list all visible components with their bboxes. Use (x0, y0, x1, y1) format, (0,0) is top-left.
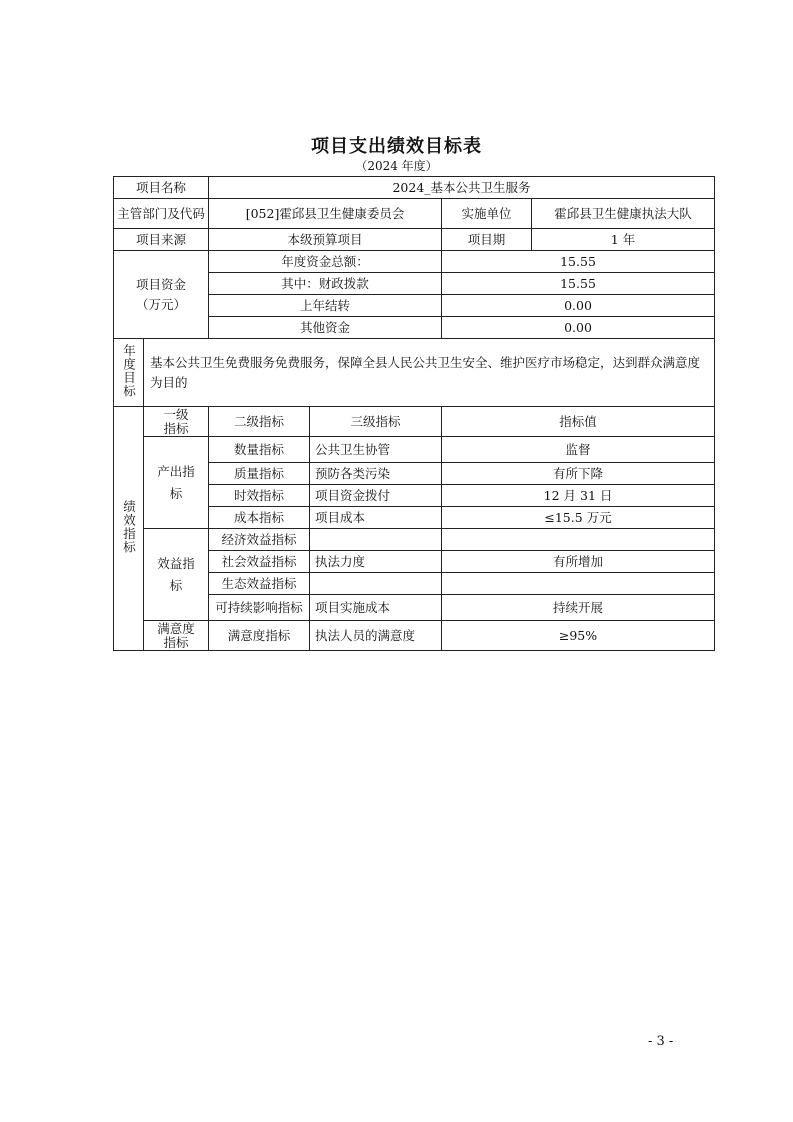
row-benefit-1 (114, 529, 715, 551)
department-value: [052]霍邱县卫生健康委员会 (209, 199, 442, 229)
implementing-unit-label: 实施单位 (442, 199, 532, 229)
benefit-l2: 社会效益指标 (209, 551, 310, 573)
benefit-l2: 可持续影响指标 (209, 595, 310, 621)
output-l2: 时效指标 (209, 485, 310, 507)
row-project-name (114, 177, 715, 199)
annual-goal-label-text: 年度目标 (121, 344, 137, 398)
funds-carryover-value: 0.00 (442, 295, 715, 317)
output-l3: 项目成本 (310, 507, 442, 529)
funds-carryover-label: 上年结转 (209, 295, 442, 317)
funds-label-text: 项目资金（万元） (135, 276, 186, 312)
output-value: 有所下降 (442, 463, 715, 485)
funds-fiscal-value: 15.55 (442, 273, 715, 295)
output-value: ≤15.5 万元 (442, 507, 715, 529)
project-source-label: 项目来源 (114, 229, 209, 251)
output-l2: 数量指标 (209, 437, 310, 463)
annual-goal-text: 基本公共卫生免费服务免费服务，保障全县人民公共卫生安全、维护医疗市场稳定，达到群众满意度为目的 (144, 339, 715, 407)
funds-other-label: 其他资金 (209, 317, 442, 339)
page-subtitle: （2024 年度） (355, 159, 438, 173)
perf-header-level2: 二级指标 (209, 407, 310, 437)
satisfaction-indicator-label: 满意度指标 (144, 621, 209, 651)
project-name-value: 2024_基本公共卫生服务 (209, 177, 715, 199)
implementing-unit-value: 霍邱县卫生健康执法大队 (532, 199, 715, 229)
page-number: - 3 - (648, 1034, 674, 1049)
output-l2: 成本指标 (209, 507, 310, 529)
funds-other-value: 0.00 (442, 317, 715, 339)
satisfaction-l2: 满意度指标 (209, 621, 310, 651)
funds-total-label: 年度资金总额： (209, 251, 442, 273)
benefit-l3 (310, 573, 442, 595)
row-source (114, 229, 715, 251)
perf-label-text: 绩效指标 (121, 500, 137, 554)
output-l3: 公共卫生协管 (310, 437, 442, 463)
page-title: 项目支出绩效目标表 (311, 136, 482, 157)
benefit-l3: 执法力度 (310, 551, 442, 573)
satisfaction-value: ≥95% (442, 621, 715, 651)
funds-label (114, 251, 209, 339)
benefit-l3: 项目实施成本 (310, 595, 442, 621)
satisfaction-l3: 执法人员的满意度 (310, 621, 442, 651)
perf-label (114, 407, 144, 651)
output-value: 12 月 31 日 (442, 485, 715, 507)
benefit-l2: 生态效益指标 (209, 573, 310, 595)
performance-goal-table (113, 176, 715, 651)
row-funds-total (114, 251, 715, 273)
output-l3: 项目资金拨付 (310, 485, 442, 507)
project-source-value: 本级预算项目 (209, 229, 442, 251)
funds-fiscal-label: 其中：财政拨款 (209, 273, 442, 295)
benefit-value: 有所增加 (442, 551, 715, 573)
funds-total-value: 15.55 (442, 251, 715, 273)
row-annual-goal (114, 339, 715, 407)
benefit-l3 (310, 529, 442, 551)
benefit-value: 持续开展 (442, 595, 715, 621)
annual-goal-label (114, 339, 144, 407)
perf-header-level1: 一级指标 (144, 407, 209, 437)
output-l3: 预防各类污染 (310, 463, 442, 485)
row-perf-header (114, 407, 715, 437)
benefit-l2: 经济效益指标 (209, 529, 310, 551)
project-period-label: 项目期 (442, 229, 532, 251)
benefit-indicator-label: 效益指标 (144, 529, 209, 621)
row-satisfaction-1 (114, 621, 715, 651)
output-indicator-label: 产出指标 (144, 437, 209, 529)
output-l2: 质量指标 (209, 463, 310, 485)
row-department (114, 199, 715, 229)
department-label: 主管部门及代码 (114, 199, 209, 229)
benefit-value (442, 529, 715, 551)
benefit-value (442, 573, 715, 595)
project-period-value: 1 年 (532, 229, 715, 251)
output-value: 监督 (442, 437, 715, 463)
row-output-1 (114, 437, 715, 463)
project-name-label: 项目名称 (114, 177, 209, 199)
perf-header-level3: 三级指标 (310, 407, 442, 437)
perf-header-value: 指标值 (442, 407, 715, 437)
